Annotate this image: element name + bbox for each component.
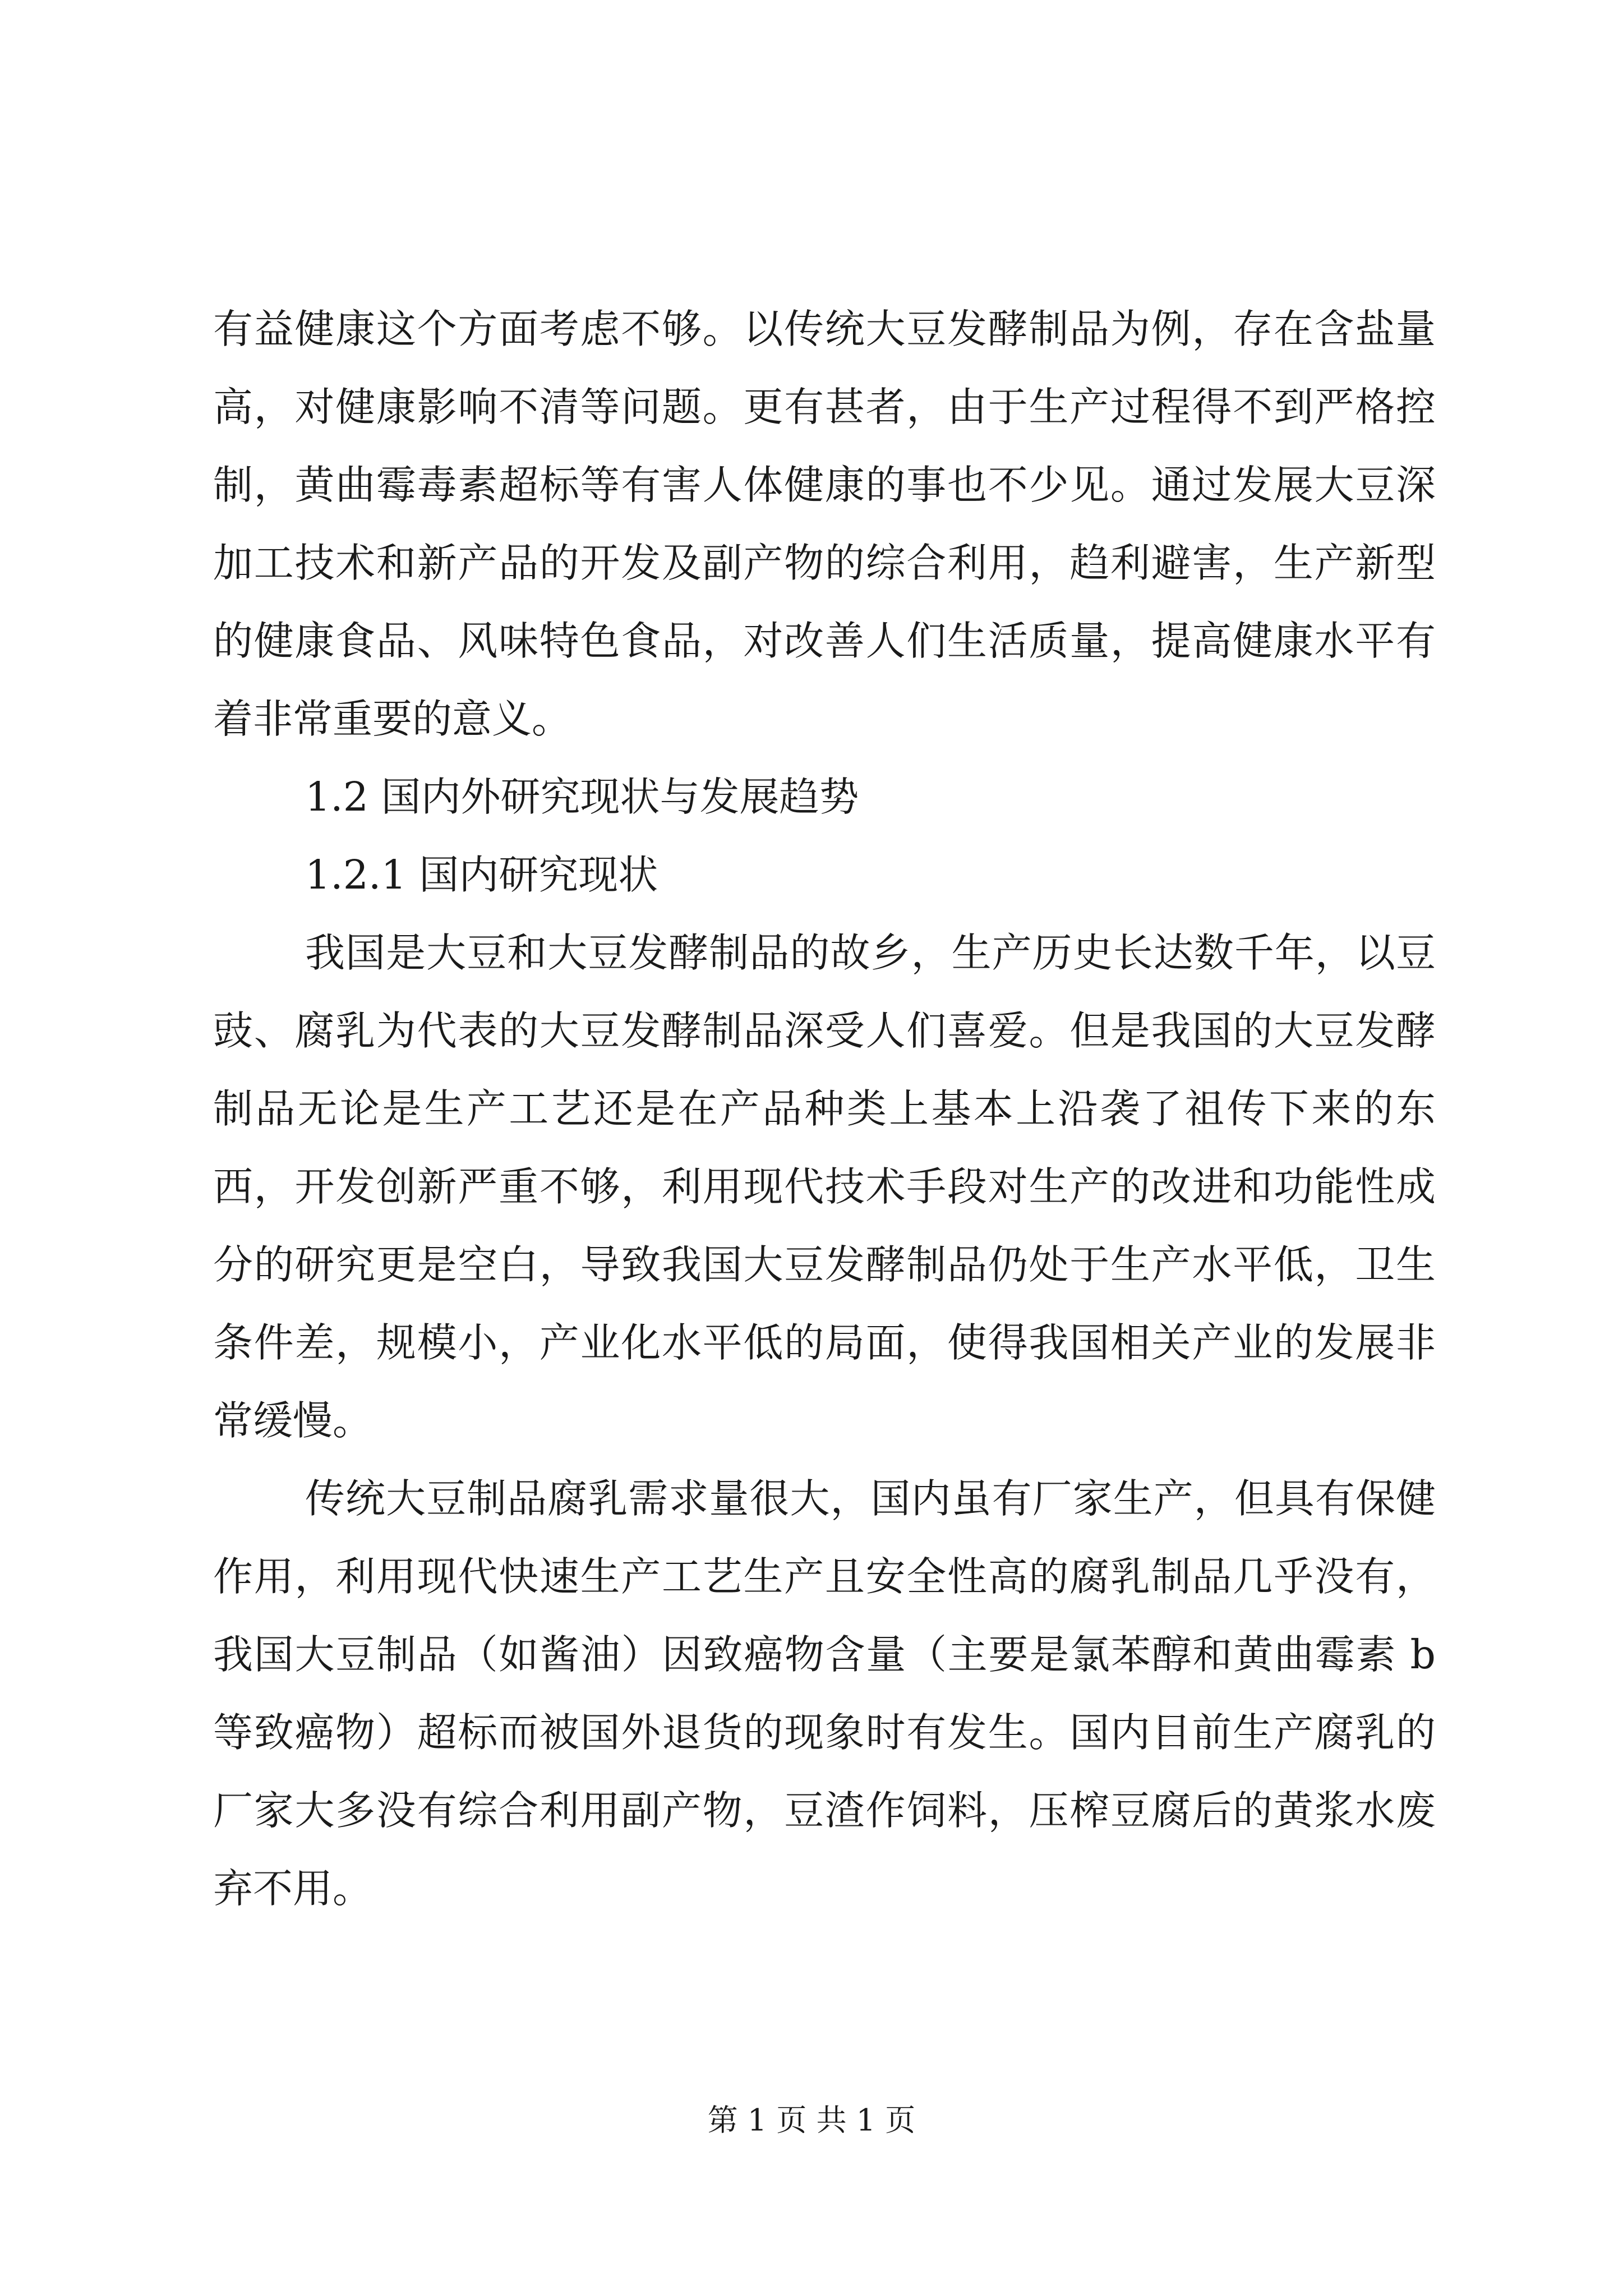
section-heading-1-2: 1.2 国内外研究现状与发展趋势 [305,774,859,820]
page-footer: 第 1 页 共 1 页 [707,2102,916,2138]
paragraph-sufu-demand: 传统大豆制品腐乳需求量很大，国内虽有厂家生产，但具有保健作用，利用现代快速生产工艺生产且安全性高的腐乳制品几乎没有，我国大豆制品（如酱油）因致癌物含量（主要是氯苯醇和黄曲霉素 b 等致癌物）超标而被国外退货的现象时有发生。国内目前生产腐乳的厂家大多没有综合利用副产物，豆渣作饲料，压榨豆腐后的黄浆水废弃不用。 [213,1475,1436,1912]
document-body [213,290,1436,1927]
paragraph-domestic-status: 我国是大豆和大豆发酵制品的故乡，生产历史长达数千年，以豆豉、腐乳为代表的大豆发酵制品深受人们喜爱。但是我国的大豆发酵制品无论是生产工艺还是在产品种类上基本上沿袭了祖传下来的东西，开发创新严重不够，利用现代技术手段对生产的改进和功能性成分的研究更是空白，导致我国大豆发酵制品仍处于生产水平低，卫生条件差，规模小，产业化水平低的局面，使得我国相关产业的发展非常缓慢。 [213,930,1436,1444]
section-heading-1-2-1: 1.2.1 国内研究现状 [305,852,658,898]
paragraph-continuation: 有益健康这个方面考虑不够。以传统大豆发酵制品为例，存在含盐量高，对健康影响不清等问题。更有甚者，由于生产过程得不到严格控制，黄曲霉毒素超标等有害人体健康的事也不少见。通过发展大豆深加工技术和新产品的开发及副产物的综合利用，趋利避害，生产新型的健康食品、风味特色食品，对改善人们生活质量，提高健康水平有着非常重要的意义。 [213,306,1436,742]
